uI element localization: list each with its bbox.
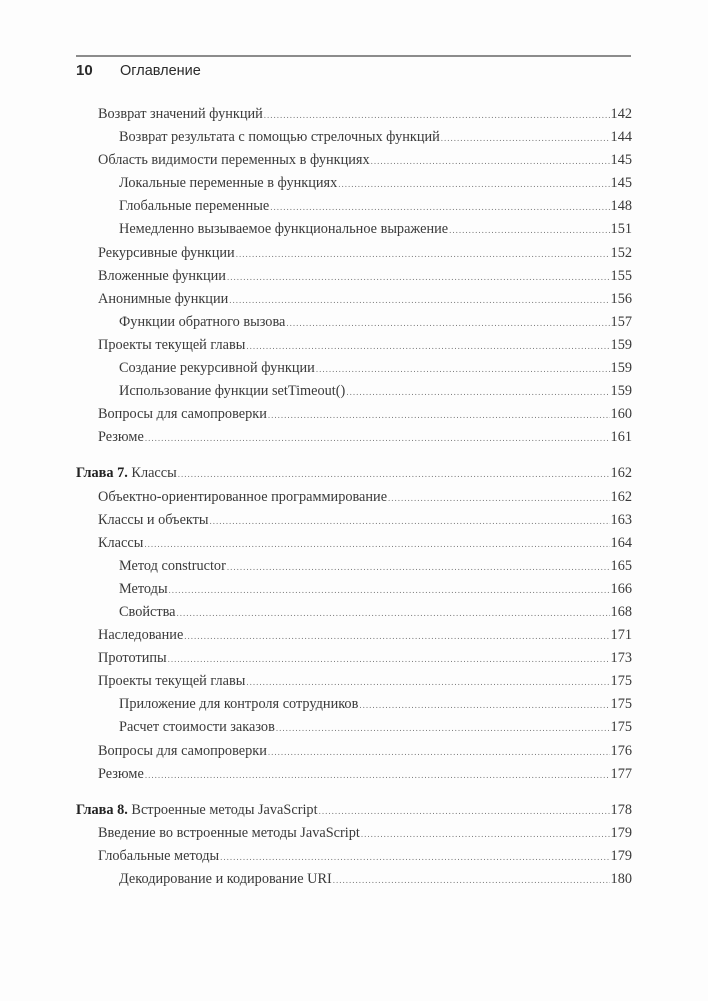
toc-entry[interactable] <box>76 357 632 380</box>
toc-entry-title <box>119 555 226 578</box>
dot-leader <box>268 404 610 427</box>
dot-leader <box>359 694 609 717</box>
toc-page-number: 156 <box>610 290 632 307</box>
toc-entry[interactable] <box>76 740 632 763</box>
toc-chapter-entry[interactable] <box>76 799 632 822</box>
toc-entry-title <box>98 334 245 357</box>
dot-leader <box>316 358 610 381</box>
toc-entry-title <box>119 311 285 334</box>
toc-entry-title <box>98 822 360 845</box>
dot-leader <box>346 381 609 404</box>
toc-entry[interactable] <box>76 218 632 241</box>
toc-page-number: 148 <box>610 198 632 215</box>
toc-entry-title <box>98 763 144 786</box>
toc-entry[interactable] <box>76 265 632 288</box>
toc-entry-title <box>98 403 267 426</box>
toc-entry[interactable] <box>76 126 632 149</box>
toc-entry-text: Объектно-ориентированное программирование <box>98 488 388 505</box>
toc-entry-text: Проекты текущей главы <box>98 673 246 690</box>
toc-entry-title <box>119 380 345 403</box>
dot-leader <box>210 510 610 533</box>
toc-entry-title <box>76 799 318 822</box>
toc-page-number: 159 <box>610 336 632 353</box>
toc-entry[interactable] <box>76 624 632 647</box>
toc-entry[interactable] <box>76 822 632 845</box>
running-title: Оглавление <box>120 63 201 79</box>
toc-entry[interactable] <box>76 403 632 426</box>
toc-entry-text: Анонимные функции <box>98 290 229 307</box>
dot-leader <box>184 625 609 648</box>
dot-leader <box>168 648 610 671</box>
toc-page-number: 164 <box>610 534 632 551</box>
toc-entry-text: Свойства <box>119 603 176 620</box>
toc-entry-text: Классы и объекты <box>98 511 209 528</box>
dot-leader <box>145 427 610 450</box>
toc-page-number: 159 <box>610 360 632 377</box>
toc-page-number: 163 <box>610 511 632 528</box>
toc-entry[interactable] <box>76 311 632 334</box>
toc-page-number: 142 <box>610 106 632 122</box>
toc-entry-text: Локальные переменные в функциях <box>119 175 338 192</box>
running-header <box>76 62 201 82</box>
toc-entry[interactable] <box>76 601 632 624</box>
toc-page-number: 171 <box>610 627 632 644</box>
toc-entry-title <box>98 149 370 172</box>
toc-entry-text: Методы <box>119 580 168 597</box>
toc-page-number: 151 <box>610 221 632 238</box>
toc-entry-text: Встроенные методы JavaScript <box>127 801 318 818</box>
toc-entry-title <box>119 693 358 716</box>
table-of-contents <box>76 103 632 891</box>
toc-entry-text: Область видимости переменных в функциях <box>98 152 370 169</box>
toc-page-number: 161 <box>610 429 632 446</box>
toc-entry[interactable] <box>76 670 632 693</box>
dot-leader <box>144 533 609 556</box>
toc-entry-text: Наследование <box>98 627 184 644</box>
toc-page-number: 162 <box>610 465 632 482</box>
dot-leader <box>268 741 610 764</box>
toc-entry-title <box>98 532 143 555</box>
toc-page-number: 179 <box>610 847 632 864</box>
toc-entry-text: Метод constructor <box>119 557 226 574</box>
toc-page-number: 159 <box>610 383 632 400</box>
toc-entry-title <box>119 357 315 380</box>
toc-page-number: 178 <box>610 801 632 818</box>
toc-entry[interactable] <box>76 509 632 532</box>
dot-leader <box>246 335 609 358</box>
toc-page-number: 155 <box>610 267 632 284</box>
toc-entry-text: Глобальные переменные <box>119 198 270 215</box>
toc-entry-text: Введение во встроенные методы JavaScript <box>98 824 360 841</box>
toc-entry-text: Прототипы <box>98 650 167 667</box>
toc-entry-text: Резюме <box>98 765 144 782</box>
toc-page-number: 165 <box>610 557 632 574</box>
dot-leader <box>319 800 610 823</box>
toc-entry-text: Глобальные методы <box>98 847 220 864</box>
toc-entry-title <box>98 647 167 670</box>
dot-leader <box>227 556 610 579</box>
toc-entry-title <box>119 716 275 739</box>
toc-entry[interactable] <box>76 334 632 357</box>
dot-leader <box>276 717 610 740</box>
toc-entry-title <box>119 578 168 601</box>
toc-entry-text: Вопросы для самопроверки <box>98 406 267 423</box>
toc-entry[interactable] <box>76 868 632 891</box>
toc-entry-title <box>98 426 144 449</box>
dot-leader <box>361 823 610 846</box>
dot-leader <box>246 671 609 694</box>
toc-entry-title <box>119 172 337 195</box>
page-number: 10 <box>76 62 93 79</box>
toc-page-number: 144 <box>610 129 632 146</box>
toc-entry-text: Создание рекурсивной функции <box>119 360 315 377</box>
dot-leader <box>270 196 609 219</box>
toc-entry-text: Использование функции setTimeout() <box>119 383 346 400</box>
dot-leader <box>229 289 609 312</box>
dot-leader <box>441 127 610 150</box>
toc-page-number: 175 <box>610 719 632 736</box>
toc-page-number: 176 <box>610 742 632 759</box>
toc-entry-title <box>76 462 177 485</box>
toc-page-number: 152 <box>610 244 632 261</box>
header-rule <box>76 55 631 57</box>
toc-entry[interactable] <box>76 532 632 555</box>
toc-entry-title <box>98 486 387 509</box>
toc-entry-text: Резюме <box>98 429 144 446</box>
toc-entry[interactable] <box>76 242 632 265</box>
toc-entry[interactable] <box>76 555 632 578</box>
toc-entry-title <box>119 601 176 624</box>
toc-entry[interactable] <box>76 486 632 509</box>
toc-page-number: 175 <box>610 673 632 690</box>
toc-entry[interactable] <box>76 647 632 670</box>
toc-entry[interactable] <box>76 172 632 195</box>
toc-entry-title <box>98 740 267 763</box>
toc-entry-text: Приложение для контроля сотрудников <box>119 696 359 713</box>
chapter-label: Глава 8. <box>76 801 128 818</box>
toc-page-number: 177 <box>610 765 632 782</box>
toc-entry[interactable] <box>76 578 632 601</box>
toc-entry-title <box>98 624 183 647</box>
toc-entry-title <box>98 845 219 868</box>
toc-page-number: 168 <box>610 603 632 620</box>
toc-entry-text: Классы <box>98 534 144 551</box>
dot-leader <box>264 104 610 127</box>
toc-entry-text: Немедленно вызываемое функциональное выражение <box>119 221 449 238</box>
dot-leader <box>236 243 610 266</box>
dot-leader <box>178 463 610 486</box>
toc-page-number: 145 <box>610 152 632 169</box>
toc-entry-text: Расчет стоимости заказов <box>119 719 275 736</box>
dot-leader <box>333 869 610 892</box>
toc-entry-text: Проекты текущей главы <box>98 336 246 353</box>
toc-entry-text: Функции обратного вызова <box>119 313 286 330</box>
toc-entry-title <box>98 288 228 311</box>
toc-page-number: 173 <box>610 650 632 667</box>
dot-leader <box>286 312 609 335</box>
toc-page-number: 160 <box>610 406 632 423</box>
toc-entry-title <box>98 103 263 126</box>
toc-entry[interactable] <box>76 763 632 786</box>
toc-page-number: 166 <box>610 580 632 597</box>
toc-entry-text: Рекурсивные функции <box>98 244 235 261</box>
toc-entry[interactable] <box>76 845 632 868</box>
toc-entry-title <box>98 509 209 532</box>
toc-entry-title <box>119 218 448 241</box>
toc-entry-title <box>98 670 245 693</box>
toc-entry-title <box>98 242 235 265</box>
toc-entry[interactable] <box>76 426 632 449</box>
toc-chapter-entry[interactable] <box>76 462 632 485</box>
toc-page-number: 179 <box>610 824 632 841</box>
dot-leader <box>371 150 610 173</box>
toc-entry-text: Возврат значений функций <box>98 106 263 122</box>
toc-entry[interactable] <box>76 103 632 126</box>
chapter-label: Глава 7. <box>76 465 128 482</box>
toc-entry-text: Вложенные функции <box>98 267 226 284</box>
dot-leader <box>338 173 609 196</box>
toc-page-number: 162 <box>610 488 632 505</box>
toc-entry-text: Классы <box>127 465 177 482</box>
toc-entry-title <box>119 868 332 891</box>
toc-entry-title <box>119 195 269 218</box>
toc-page-number: 175 <box>610 696 632 713</box>
dot-leader <box>227 266 610 289</box>
dot-leader <box>177 602 610 625</box>
toc-entry[interactable] <box>76 716 632 739</box>
toc-page-number: 180 <box>610 871 632 887</box>
dot-leader <box>449 219 609 242</box>
toc-entry-text: Вопросы для самопроверки <box>98 742 267 759</box>
dot-leader <box>145 764 610 787</box>
toc-entry[interactable] <box>76 380 632 403</box>
toc-entry[interactable] <box>76 149 632 172</box>
toc-page-number: 157 <box>610 313 632 330</box>
toc-entry-text: Декодирование и кодирование URI <box>119 871 332 887</box>
toc-entry[interactable] <box>76 693 632 716</box>
toc-entry[interactable] <box>76 288 632 311</box>
toc-entry-title <box>119 126 440 149</box>
toc-entry[interactable] <box>76 195 632 218</box>
dot-leader <box>388 487 610 510</box>
toc-page-number: 145 <box>610 175 632 192</box>
toc-entry-title <box>98 265 226 288</box>
dot-leader <box>169 579 610 602</box>
toc-entry-text: Возврат результата с помощью стрелочных функций <box>119 129 440 146</box>
dot-leader <box>220 846 609 869</box>
